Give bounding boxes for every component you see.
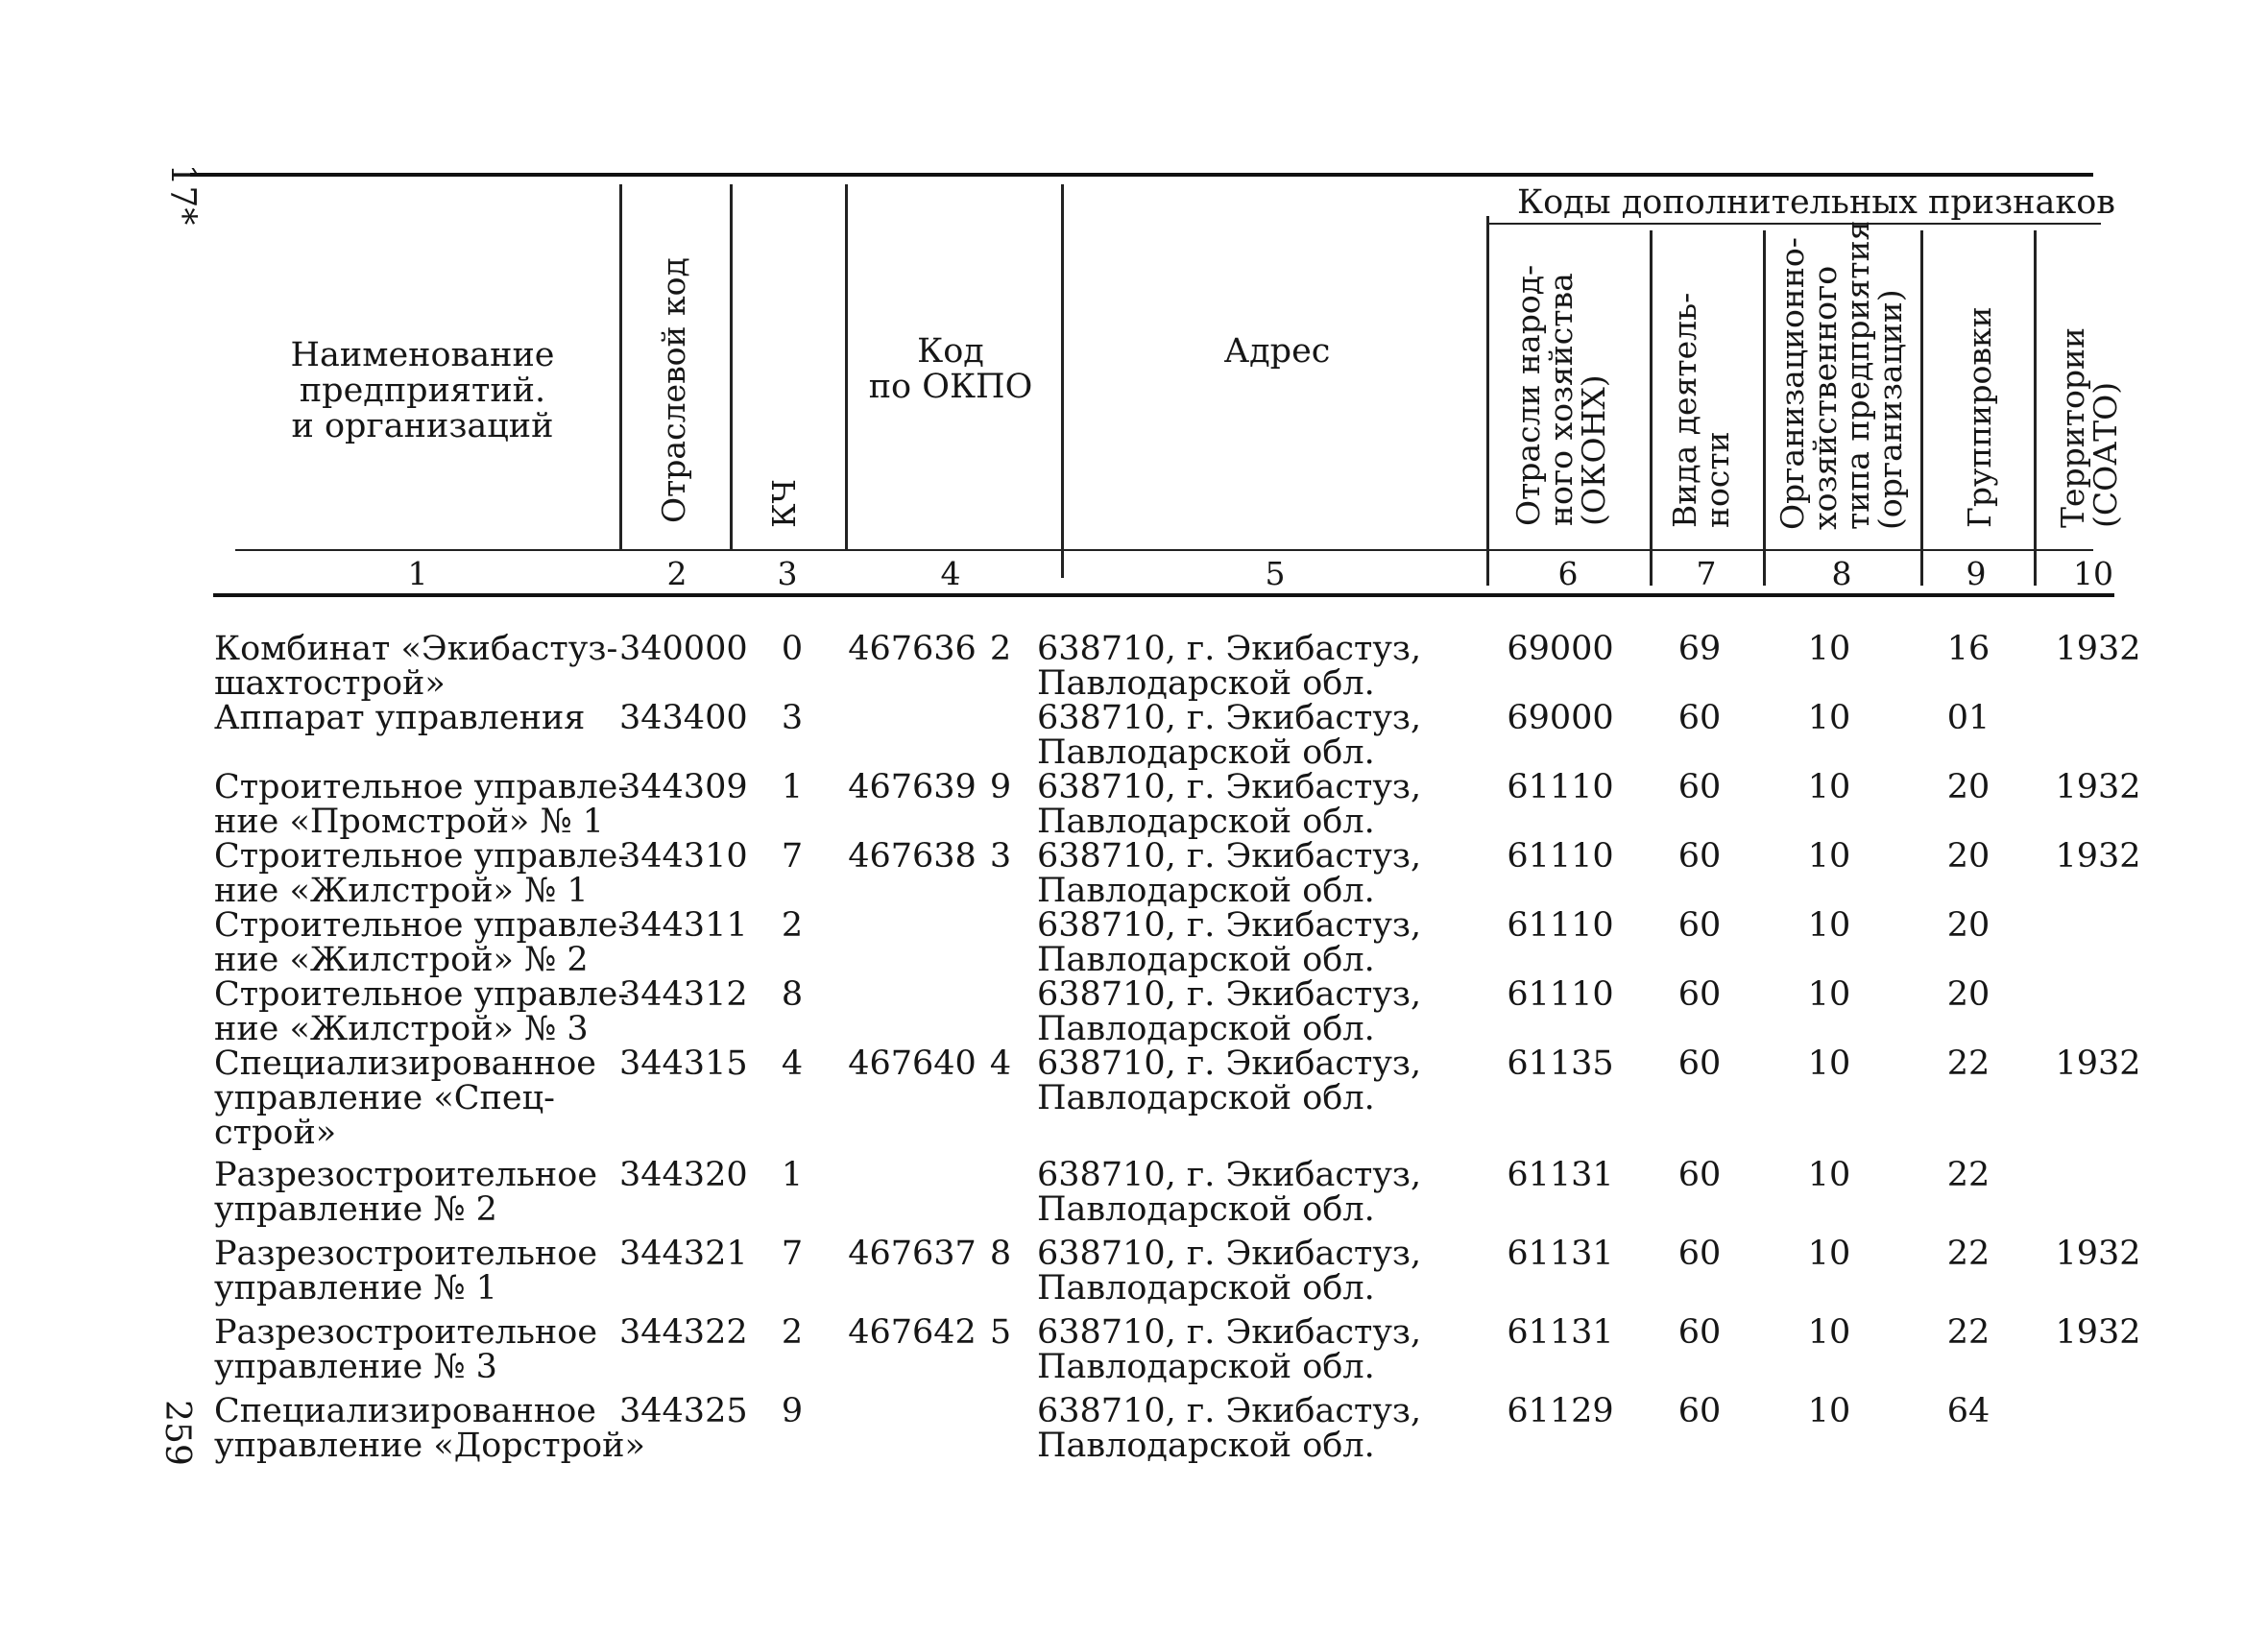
address-line: 638710, г. Экибастуз, xyxy=(1037,630,1422,668)
header-divider xyxy=(730,184,733,549)
activity-code: 60 xyxy=(1677,975,1722,1014)
header-bottom-rule xyxy=(213,593,2114,597)
address xyxy=(1037,632,1460,701)
col-number: 4 xyxy=(940,555,961,592)
enterprise-name-line: Разрезостроительное xyxy=(214,1235,598,1273)
soato-code: 1932 xyxy=(2055,1313,2141,1352)
soato-code: 1932 xyxy=(2055,837,2141,876)
org-type-code: 10 xyxy=(1807,1235,1851,1273)
org-type-code: 10 xyxy=(1807,975,1851,1014)
enterprise-name-line: управление «Дорстрой» xyxy=(214,1427,645,1465)
org-type-code: 10 xyxy=(1807,1044,1851,1083)
soato-code: 1932 xyxy=(2055,1235,2141,1273)
okpo-code: 467640 xyxy=(848,1044,977,1083)
enterprise-name-line: Аппарат управления xyxy=(214,699,586,737)
header-groupings: Группировки xyxy=(1961,306,1998,528)
address-line: 638710, г. Экибастуз, xyxy=(1037,1235,1422,1273)
soato-code: 1932 xyxy=(2055,630,2141,668)
okonh-code: 61110 xyxy=(1507,975,1614,1014)
enterprise-name-line: управление № 3 xyxy=(214,1348,497,1386)
enterprise-name-line: Строительное управле- xyxy=(214,975,630,1014)
header-divider xyxy=(1486,216,1489,586)
enterprise-name xyxy=(214,1392,645,1465)
address-line: 638710, г. Экибастуз, xyxy=(1037,768,1422,806)
okpo-code: 467636 xyxy=(848,630,977,668)
col-number: 2 xyxy=(666,555,688,592)
enterprise-name-line: управление № 1 xyxy=(214,1269,497,1308)
enterprise-name-line: Комбинат «Экибастуз- xyxy=(214,630,618,668)
enterprise-name-line: Разрезостроительное xyxy=(214,1313,598,1352)
col-number: 5 xyxy=(1265,555,1286,592)
grouping-code: 16 xyxy=(1946,630,1991,668)
enterprise-name xyxy=(214,1046,617,1150)
branch-code: 344311 xyxy=(619,906,748,945)
address-line: 638710, г. Экибастуз, xyxy=(1037,975,1422,1014)
enterprise-name xyxy=(214,701,617,735)
activity-code: 60 xyxy=(1677,699,1722,737)
activity-code: 69 xyxy=(1677,630,1722,668)
address xyxy=(1037,1236,1460,1306)
enterprise-name xyxy=(214,1315,617,1384)
address xyxy=(1037,1046,1460,1116)
header-org-type: Организационно- хозяйственного типа предприятия (организации) xyxy=(1773,220,1909,530)
header-okpo: Код по ОКПО xyxy=(868,332,1033,406)
enterprise-name xyxy=(214,906,630,979)
grouping-code: 20 xyxy=(1946,837,1991,876)
org-type-code: 10 xyxy=(1807,1313,1851,1352)
kch-value: 8 xyxy=(781,975,804,1014)
enterprise-name-line: Строительное управле- xyxy=(214,906,630,945)
activity-code: 60 xyxy=(1677,906,1722,945)
soato-code: 1932 xyxy=(2055,768,2141,806)
enterprise-name-line: строй» xyxy=(214,1114,337,1152)
okpo-check-digit: 5 xyxy=(989,1313,1012,1352)
address xyxy=(1037,839,1460,908)
activity-code: 60 xyxy=(1677,837,1722,876)
address-line: 638710, г. Экибастуз, xyxy=(1037,837,1422,876)
grouping-code: 22 xyxy=(1946,1235,1991,1273)
okpo-check-digit: 9 xyxy=(989,768,1012,806)
address xyxy=(1037,770,1460,839)
activity-code: 60 xyxy=(1677,1156,1722,1194)
enterprise-name-line: Разрезостроительное xyxy=(214,1156,598,1194)
org-type-code: 10 xyxy=(1807,630,1851,668)
okpo-code: 467639 xyxy=(848,768,977,806)
header-divider xyxy=(2034,230,2037,586)
enterprise-name-line: управление № 2 xyxy=(214,1190,497,1229)
address xyxy=(1037,1394,1460,1463)
soato-code: 1932 xyxy=(2055,1044,2141,1083)
header-branch-code: Отраслевой код xyxy=(655,257,692,523)
col-number: 1 xyxy=(407,555,428,592)
activity-code: 60 xyxy=(1677,768,1722,806)
address-line: 638710, г. Экибастуз, xyxy=(1037,1313,1422,1352)
kch-value: 1 xyxy=(781,768,804,806)
address-line: Павлодарской обл. xyxy=(1037,941,1375,979)
okpo-check-digit: 2 xyxy=(989,630,1012,668)
address-line: 638710, г. Экибастуз, xyxy=(1037,906,1422,945)
enterprise-name-line: Специализированное xyxy=(214,1044,596,1083)
kch-value: 9 xyxy=(781,1392,804,1430)
header-group-rule xyxy=(1486,223,2101,225)
header-name-col: Наименование предприятий. и организаций xyxy=(290,336,555,445)
okonh-code: 61131 xyxy=(1507,1313,1614,1352)
enterprise-name-line: Специализированное xyxy=(214,1392,596,1430)
grouping-code: 22 xyxy=(1946,1044,1991,1083)
address-line: 638710, г. Экибастуз, xyxy=(1037,1044,1422,1083)
okpo-code: 467637 xyxy=(848,1235,977,1273)
enterprise-name xyxy=(214,632,617,701)
header-address: Адрес xyxy=(1223,332,1331,371)
address-line: 638710, г. Экибастуз, xyxy=(1037,1156,1422,1194)
okpo-check-digit: 3 xyxy=(989,837,1012,876)
kch-value: 2 xyxy=(781,1313,804,1352)
address-line: Павлодарской обл. xyxy=(1037,1190,1375,1229)
org-type-code: 10 xyxy=(1807,906,1851,945)
branch-code: 344315 xyxy=(619,1044,748,1083)
address-line: Павлодарской обл. xyxy=(1037,872,1375,910)
address-line: Павлодарской обл. xyxy=(1037,1010,1375,1048)
okonh-code: 61131 xyxy=(1507,1235,1614,1273)
header-divider xyxy=(1061,184,1064,578)
header-activity: Вида деятель- ности xyxy=(1666,292,1736,528)
col-number: 7 xyxy=(1696,555,1717,592)
branch-code: 344321 xyxy=(619,1235,748,1273)
activity-code: 60 xyxy=(1677,1392,1722,1430)
address-line: Павлодарской обл. xyxy=(1037,1269,1375,1308)
kch-value: 3 xyxy=(781,699,804,737)
address xyxy=(1037,1158,1460,1227)
branch-code: 340000 xyxy=(619,630,748,668)
address-line: Павлодарской обл. xyxy=(1037,1427,1375,1465)
enterprise-name-line: ние «Жилстрой» № 1 xyxy=(214,872,589,910)
header-divider xyxy=(619,184,622,549)
grouping-code: 20 xyxy=(1946,768,1991,806)
table-top-rule xyxy=(190,173,2093,177)
header-divider xyxy=(1763,230,1766,586)
address-line: Павлодарской обл. xyxy=(1037,733,1375,772)
activity-code: 60 xyxy=(1677,1044,1722,1083)
okonh-code: 61110 xyxy=(1507,837,1614,876)
address xyxy=(1037,977,1460,1046)
kch-value: 7 xyxy=(781,837,804,876)
address xyxy=(1037,701,1460,770)
enterprise-name-line: управление «Спец- xyxy=(214,1079,555,1117)
page-number: 259 xyxy=(157,1400,197,1466)
header-okonh: Отрасли народ- ного хозяйства (ОКОНХ) xyxy=(1509,264,1612,526)
okpo-code: 467638 xyxy=(848,837,977,876)
enterprise-name xyxy=(214,1158,617,1227)
address xyxy=(1037,1315,1460,1384)
header-divider xyxy=(845,184,848,549)
signature-mark: 17* xyxy=(162,163,203,226)
address-line: 638710, г. Экибастуз, xyxy=(1037,699,1422,737)
header-kch: КЧ xyxy=(765,478,803,528)
okonh-code: 61110 xyxy=(1507,768,1614,806)
okonh-code: 69000 xyxy=(1507,699,1614,737)
header-territory: Территории (СОАТО) xyxy=(2054,326,2124,528)
kch-value: 4 xyxy=(781,1044,804,1083)
col-number: 10 xyxy=(2073,555,2113,592)
header-divider xyxy=(1920,230,1923,586)
header-divider xyxy=(1650,230,1653,586)
okonh-code: 61129 xyxy=(1507,1392,1614,1430)
header-numbers-rule xyxy=(235,549,2093,551)
activity-code: 60 xyxy=(1677,1313,1722,1352)
enterprise-name xyxy=(214,837,630,910)
grouping-code: 20 xyxy=(1946,975,1991,1014)
enterprise-name-line: ние «Промстрой» № 1 xyxy=(214,803,604,841)
col-number: 9 xyxy=(1966,555,1987,592)
okonh-code: 61135 xyxy=(1507,1044,1614,1083)
okonh-code: 69000 xyxy=(1507,630,1614,668)
branch-code: 344310 xyxy=(619,837,748,876)
branch-code: 344309 xyxy=(619,768,748,806)
enterprise-name-line: ние «Жилстрой» № 3 xyxy=(214,1010,589,1048)
enterprise-name-line: ние «Жилстрой» № 2 xyxy=(214,941,589,979)
okonh-code: 61110 xyxy=(1507,906,1614,945)
col-number: 6 xyxy=(1557,555,1579,592)
grouping-code: 22 xyxy=(1946,1313,1991,1352)
address-line: Павлодарской обл. xyxy=(1037,1079,1375,1117)
enterprise-name xyxy=(214,1236,617,1306)
activity-code: 60 xyxy=(1677,1235,1722,1273)
grouping-code: 22 xyxy=(1946,1156,1991,1194)
okpo-code: 467642 xyxy=(848,1313,977,1352)
address-line: Павлодарской обл. xyxy=(1037,803,1375,841)
org-type-code: 10 xyxy=(1807,837,1851,876)
okonh-code: 61131 xyxy=(1507,1156,1614,1194)
enterprise-name-line: Строительное управле- xyxy=(214,837,630,876)
kch-value: 2 xyxy=(781,906,804,945)
branch-code: 344325 xyxy=(619,1392,748,1430)
okpo-check-digit: 4 xyxy=(989,1044,1012,1083)
kch-value: 1 xyxy=(781,1156,804,1194)
org-type-code: 10 xyxy=(1807,768,1851,806)
org-type-code: 10 xyxy=(1807,1156,1851,1194)
enterprise-name-line: шахтострой» xyxy=(214,664,446,703)
header-additional-codes: Коды дополнительных признаков xyxy=(1517,183,2116,222)
address-line: Павлодарской обл. xyxy=(1037,1348,1375,1386)
okpo-check-digit: 8 xyxy=(989,1235,1012,1273)
org-type-code: 10 xyxy=(1807,1392,1851,1430)
col-number: 8 xyxy=(1831,555,1852,592)
address-line: Павлодарской обл. xyxy=(1037,664,1375,703)
branch-code: 344320 xyxy=(619,1156,748,1194)
branch-code: 344322 xyxy=(619,1313,748,1352)
col-number: 3 xyxy=(777,555,798,592)
kch-value: 0 xyxy=(781,630,804,668)
branch-code: 344312 xyxy=(619,975,748,1014)
address xyxy=(1037,908,1460,977)
branch-code: 343400 xyxy=(619,699,748,737)
kch-value: 7 xyxy=(781,1235,804,1273)
enterprise-name-line: Строительное управле- xyxy=(214,768,630,806)
org-type-code: 10 xyxy=(1807,699,1851,737)
enterprise-name xyxy=(214,768,630,841)
address-line: 638710, г. Экибастуз, xyxy=(1037,1392,1422,1430)
enterprise-name xyxy=(214,975,630,1048)
grouping-code: 20 xyxy=(1946,906,1991,945)
grouping-code: 64 xyxy=(1946,1392,1991,1430)
grouping-code: 01 xyxy=(1946,699,1991,737)
